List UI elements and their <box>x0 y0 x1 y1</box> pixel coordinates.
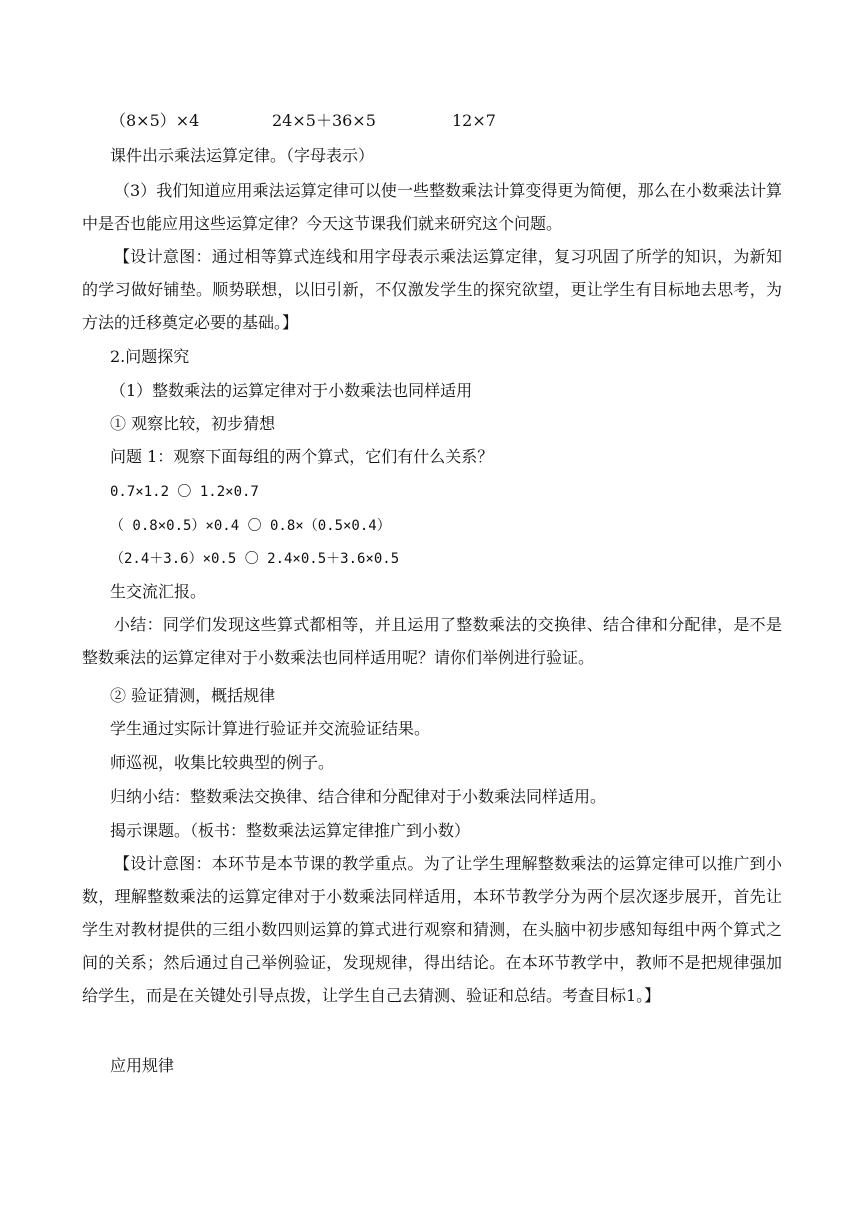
reveal-topic-line: 揭示课题。（板书：整数乘法运算定律推广到小数） <box>110 821 471 840</box>
expression-a: （8×5）×4 <box>110 111 200 130</box>
question-1: 问题 1：观察下面每组的两个算式，它们有什么关系？ <box>110 447 494 466</box>
review-expressions-row <box>0 110 860 132</box>
apply-rule-heading: 应用规律 <box>110 1056 175 1075</box>
design-intent-2: 【设计意图：本环节是本节课的教学重点。为了让学生理解整数乘法的运算定律可以推广到小数，理解整数乘法的运算定律对于小数乘法同样适用，本环节教学分为两个层次逐步展开，首先让学生对教材提供的三组小数四则运算的算式进行观察和猜测，在头脑中初步感知每组中两个算式之间的关系；然后通过自己举例验证，发现规律，得出结论。在本环节教学中，教师不是把规律强加给学生，而是在关键处引导点拨，让学生自己去猜测、验证和总结。考查目标1。】 <box>82 854 782 1005</box>
induction-line: 归纳小结：整数乘法交换律、结合律和分配律对于小数乘法同样适用。 <box>110 787 607 806</box>
step-2-heading: ② 验证猜测，概括规律 <box>110 686 276 705</box>
formula-3: （2.4＋3.6）×0.5 〇 2.4×0.5＋3.6×0.5 <box>110 551 400 567</box>
step-1-heading: ① 观察比较，初步猜想 <box>110 414 276 433</box>
section-heading-2: 2.问题探究 <box>110 347 190 366</box>
expression-c: 12×7 <box>452 111 496 130</box>
expression-b: 24×5＋36×5 <box>272 111 376 130</box>
student-report: 生交流汇报。 <box>110 582 207 601</box>
summary-1: 小结：同学们发现这些算式都相等，并且运用了整数乘法的交换律、结合律和分配律，是不是整数乘法的运算定律对于小数乘法也同样适用呢？请你们举例进行验证。 <box>82 615 782 667</box>
formula-1: 0.7×1.2 〇 1.2×0.7 <box>110 484 259 500</box>
courseware-line: 课件出示乘法运算定律。（字母表示） <box>110 146 375 165</box>
verification-line: 学生通过实际计算进行验证并交流验证结果。 <box>110 719 431 738</box>
paragraph-3: （3）我们知道应用乘法运算定律可以使一些整数乘法计算变得更为简便，那么在小数乘法计算中是否也能应用这些运算定律？今天这节课我们就来研究这个问题。 <box>82 181 782 233</box>
formula-2: （ 0.8×0.5）×0.4 〇 0.8×（0.5×0.4） <box>110 518 391 534</box>
teacher-line: 师巡视，收集比较典型的例子。 <box>110 753 335 772</box>
design-intent-1: 【设计意图：通过相等算式连线和用字母表示乘法运算定律，复习巩固了所学的知识，为新知的学习做好铺垫。顺势联想，以旧引新，不仅激发学生的探究欲望，更让学生有目标地去思考，为方法的迁移奠定必要的基础。】 <box>82 247 782 332</box>
subheading-1: （1）整数乘法的运算定律对于小数乘法也同样适用 <box>110 381 473 400</box>
